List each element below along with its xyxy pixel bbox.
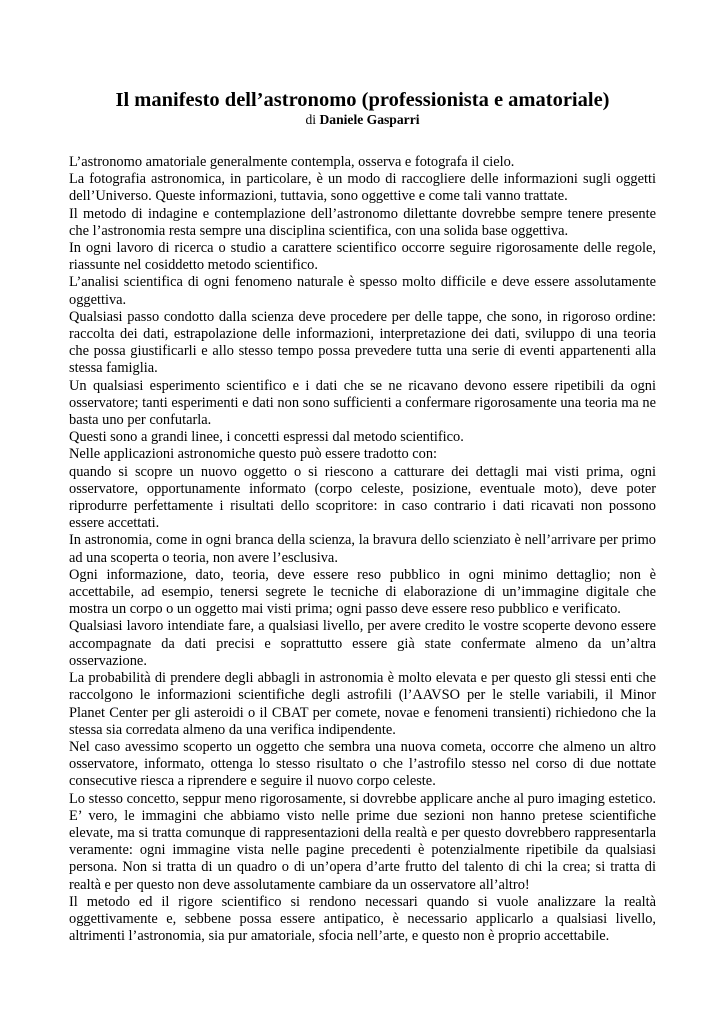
paragraph: Questi sono a grandi linee, i concetti espressi dal metodo scientifico. <box>69 429 464 446</box>
paragraph: Nel caso avessimo scoperto un oggetto che sembra una nuova cometa, occorre che almeno un altro osservatore, informato, ottenga lo stesso risultato o che l’astrofilo stesso nel corso di due nottate consecutive riesca a riprendere e seguire il nuovo corpo celeste. <box>69 738 656 790</box>
paragraph: L’astronomo amatoriale generalmente contempla, osserva e fotografa il cielo. <box>69 154 515 170</box>
paragraph: Il metodo di indagine e contemplazione dell’astronomo dilettante dovrebbe sempre tenere presente che l’astronomia resta sempre una disciplina scientifica, con una solida base oggettiva. <box>69 205 656 239</box>
paragraph: L’analisi scientifica di ogni fenomeno naturale è spesso molto difficile e deve essere assolutamente oggettiva. <box>69 274 656 308</box>
paragraph: Nelle applicazioni astronomiche questo può essere tradotto con: <box>69 446 438 463</box>
paragraph: In ogni lavoro di ricerca o studio a carattere scientifico occorre seguire rigorosamente delle regole, riassunte nel cosiddetto metodo scientifico. <box>69 240 656 274</box>
paragraph: Ogni informazione, dato, teoria, deve essere reso pubblico in ogni minimo dettaglio; non è accettabile, ad esempio, tenersi segrete le tecniche di elaborazione di un’immagine digitale che mostra un corpo o un oggetto mai visti prima; ogni passo deve essere reso pubblico e verificato. <box>69 566 656 618</box>
byline-prefix: di <box>305 112 317 127</box>
paragraph: La probabilità di prendere degli abbagli in astronomia è molto elevata e per questo gli stessi enti che raccolgono le informazioni scientifiche degli astrofili (l’AAVSO per le stelle variabili, il Minor Planet Center per gli asteroidi o il CBAT per comete, novae e fenomeni transienti) richiedono che la stessa sia corredata almeno da una verifica indipendente. <box>69 670 656 738</box>
paragraph: Lo stesso concetto, seppur meno rigorosamente, si dovrebbe applicare anche al puro imaging estetico. E’ vero, le immagini che abbiamo visto nelle prime due sezioni non hanno pretese scientifiche elevate, ma si tratta comunque di rappresentazioni della realtà e per questo dovrebbero rappresentarla veramente: ogni immagine vista nelle pagine precedenti è potenzialmente ripetibile da qualsiasi persona. Non si tratta di un quadro o di un’opera d’arte frutto del talento di chi la crea; si tratta di realtà e per questo non deve assolutamente cambiare da un osservatore all’altro! <box>69 790 656 893</box>
document-body <box>69 154 656 945</box>
paragraph: quando si scopre un nuovo oggetto o si riescono a catturare dei dettagli mai visti prima, ogni osservatore, opportunamente informato (corpo celeste, posizione, eventuale moto), deve poter riprodurre perfettamente i risultati dello scopritore: in caso contrario i dati ricavati non possono essere accettati. <box>69 463 656 532</box>
document-page <box>69 88 656 945</box>
paragraph: Qualsiasi passo condotto dalla scienza deve procedere per delle tappe, che sono, in rigoroso ordine: raccolta dei dati, estrapolazione delle informazioni, interpretazione dei dati, sviluppo di una teoria che possa giustificarli e allo stesso tempo possa prevedere tutta una serie di eventi appartenenti alla stessa famiglia. <box>69 308 656 377</box>
paragraph: Il metodo ed il rigore scientifico si rendono necessari quando si vuole analizzare la realtà oggettivamente e, sebbene possa essere antipatico, è necessario applicarlo a qualsiasi livello, altrimenti l’astronomia, sia pur amatoriale, sfocia nell’arte, e questo non è proprio accettabile. <box>69 893 656 945</box>
document-title: Il manifesto dell’astronomo (professionista e amatoriale) <box>115 89 610 111</box>
author-name: Daniele Gasparri <box>319 112 420 127</box>
paragraph: Un qualsiasi esperimento scientifico e i dati che se ne ricavano devono essere ripetibili da ogni osservatore; tanti esperimenti e dati non sono sufficienti a confermare rigorosamente una teoria ma ne basta uno per confutarla. <box>69 377 656 429</box>
paragraph: Qualsiasi lavoro intendiate fare, a qualsiasi livello, per avere credito le vostre scoperte devono essere accompagnate da dati precisi e soprattutto essere già state confermate almeno da un’altra osservazione. <box>69 618 656 669</box>
paragraph: La fotografia astronomica, in particolare, è un modo di raccogliere delle informazioni sugli oggetti dell’Universo. Queste informazioni, tuttavia, sono oggettive e come tali vanno trattate. <box>69 171 656 205</box>
byline <box>69 112 656 128</box>
paragraph: In astronomia, come in ogni branca della scienza, la bravura dello scienziato è nell’arrivare per primo ad una scoperta o teoria, non avere l’esclusiva. <box>69 532 656 566</box>
